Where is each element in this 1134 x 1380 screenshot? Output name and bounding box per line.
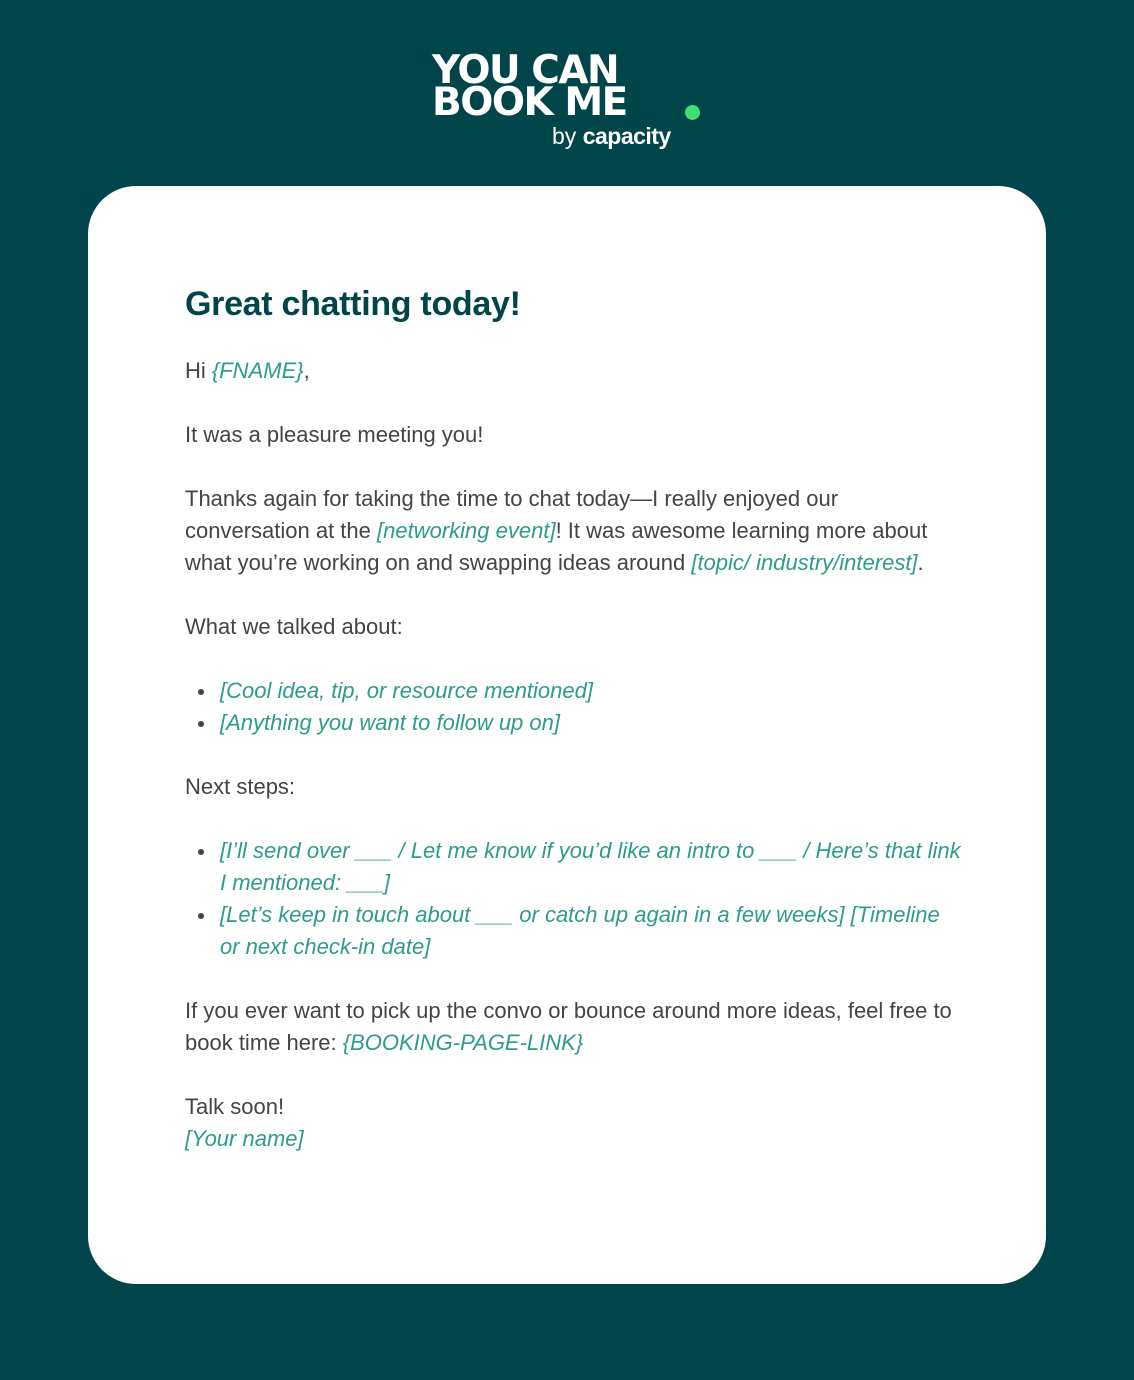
greeting-suffix: , [303,358,310,383]
signoff-text: Talk soon! [185,1094,285,1119]
list-item: [Anything you want to follow up on] [185,707,965,739]
talked-list [185,675,965,739]
thanks-text-c: . [917,550,924,575]
brand-logo [432,48,704,156]
fname-placeholder: {FNAME} [211,358,304,383]
logo-by-text: by [552,123,577,149]
email-content [185,282,965,1155]
list-item: [I’ll send over ___ / Let me know if you’d like an intro to ___ / Here’s that link I mentioned: ___] [185,835,965,899]
logo-byline [552,122,671,150]
email-heading: Great chatting today! [185,285,521,323]
logo-dot-icon [685,105,700,120]
thanks-paragraph [185,483,965,579]
thanks-text-a: Thanks again for taking the time to chat today—I really enjoyed our conversation at the [185,486,839,543]
logo-line-2: BOOK ME [432,80,627,125]
email-body [185,355,965,1155]
topic-placeholder: [topic/ industry/interest] [691,550,918,575]
greeting [185,355,965,387]
next-steps-list [185,835,965,963]
talked-heading: What we talked about: [185,614,403,639]
greeting-prefix: Hi [185,358,212,383]
pleasure-paragraph: It was a pleasure meeting you! [185,422,484,447]
signoff-block [185,1091,965,1155]
event-placeholder: [networking event] [377,518,556,543]
logo-capacity-text: capacity [582,123,671,149]
next-steps-heading: Next steps: [185,774,296,799]
logo-line-1: YOU CAN [432,48,619,93]
email-card [88,186,1046,1284]
booking-paragraph [185,995,965,1059]
booking-link-placeholder: {BOOKING-PAGE-LINK} [342,1030,584,1055]
list-item: [Cool idea, tip, or resource mentioned] [185,675,965,707]
thanks-text-b: ! It was awesome learning more about what you’re working on and swapping ideas around [185,518,928,575]
booking-text: If you ever want to pick up the convo or bounce around more ideas, feel free to book time here: [185,998,952,1055]
list-item: [Let’s keep in touch about ___ or catch up again in a few weeks] [Timeline or next check-in date] [185,899,965,963]
your-name-placeholder: [Your name] [185,1126,304,1151]
